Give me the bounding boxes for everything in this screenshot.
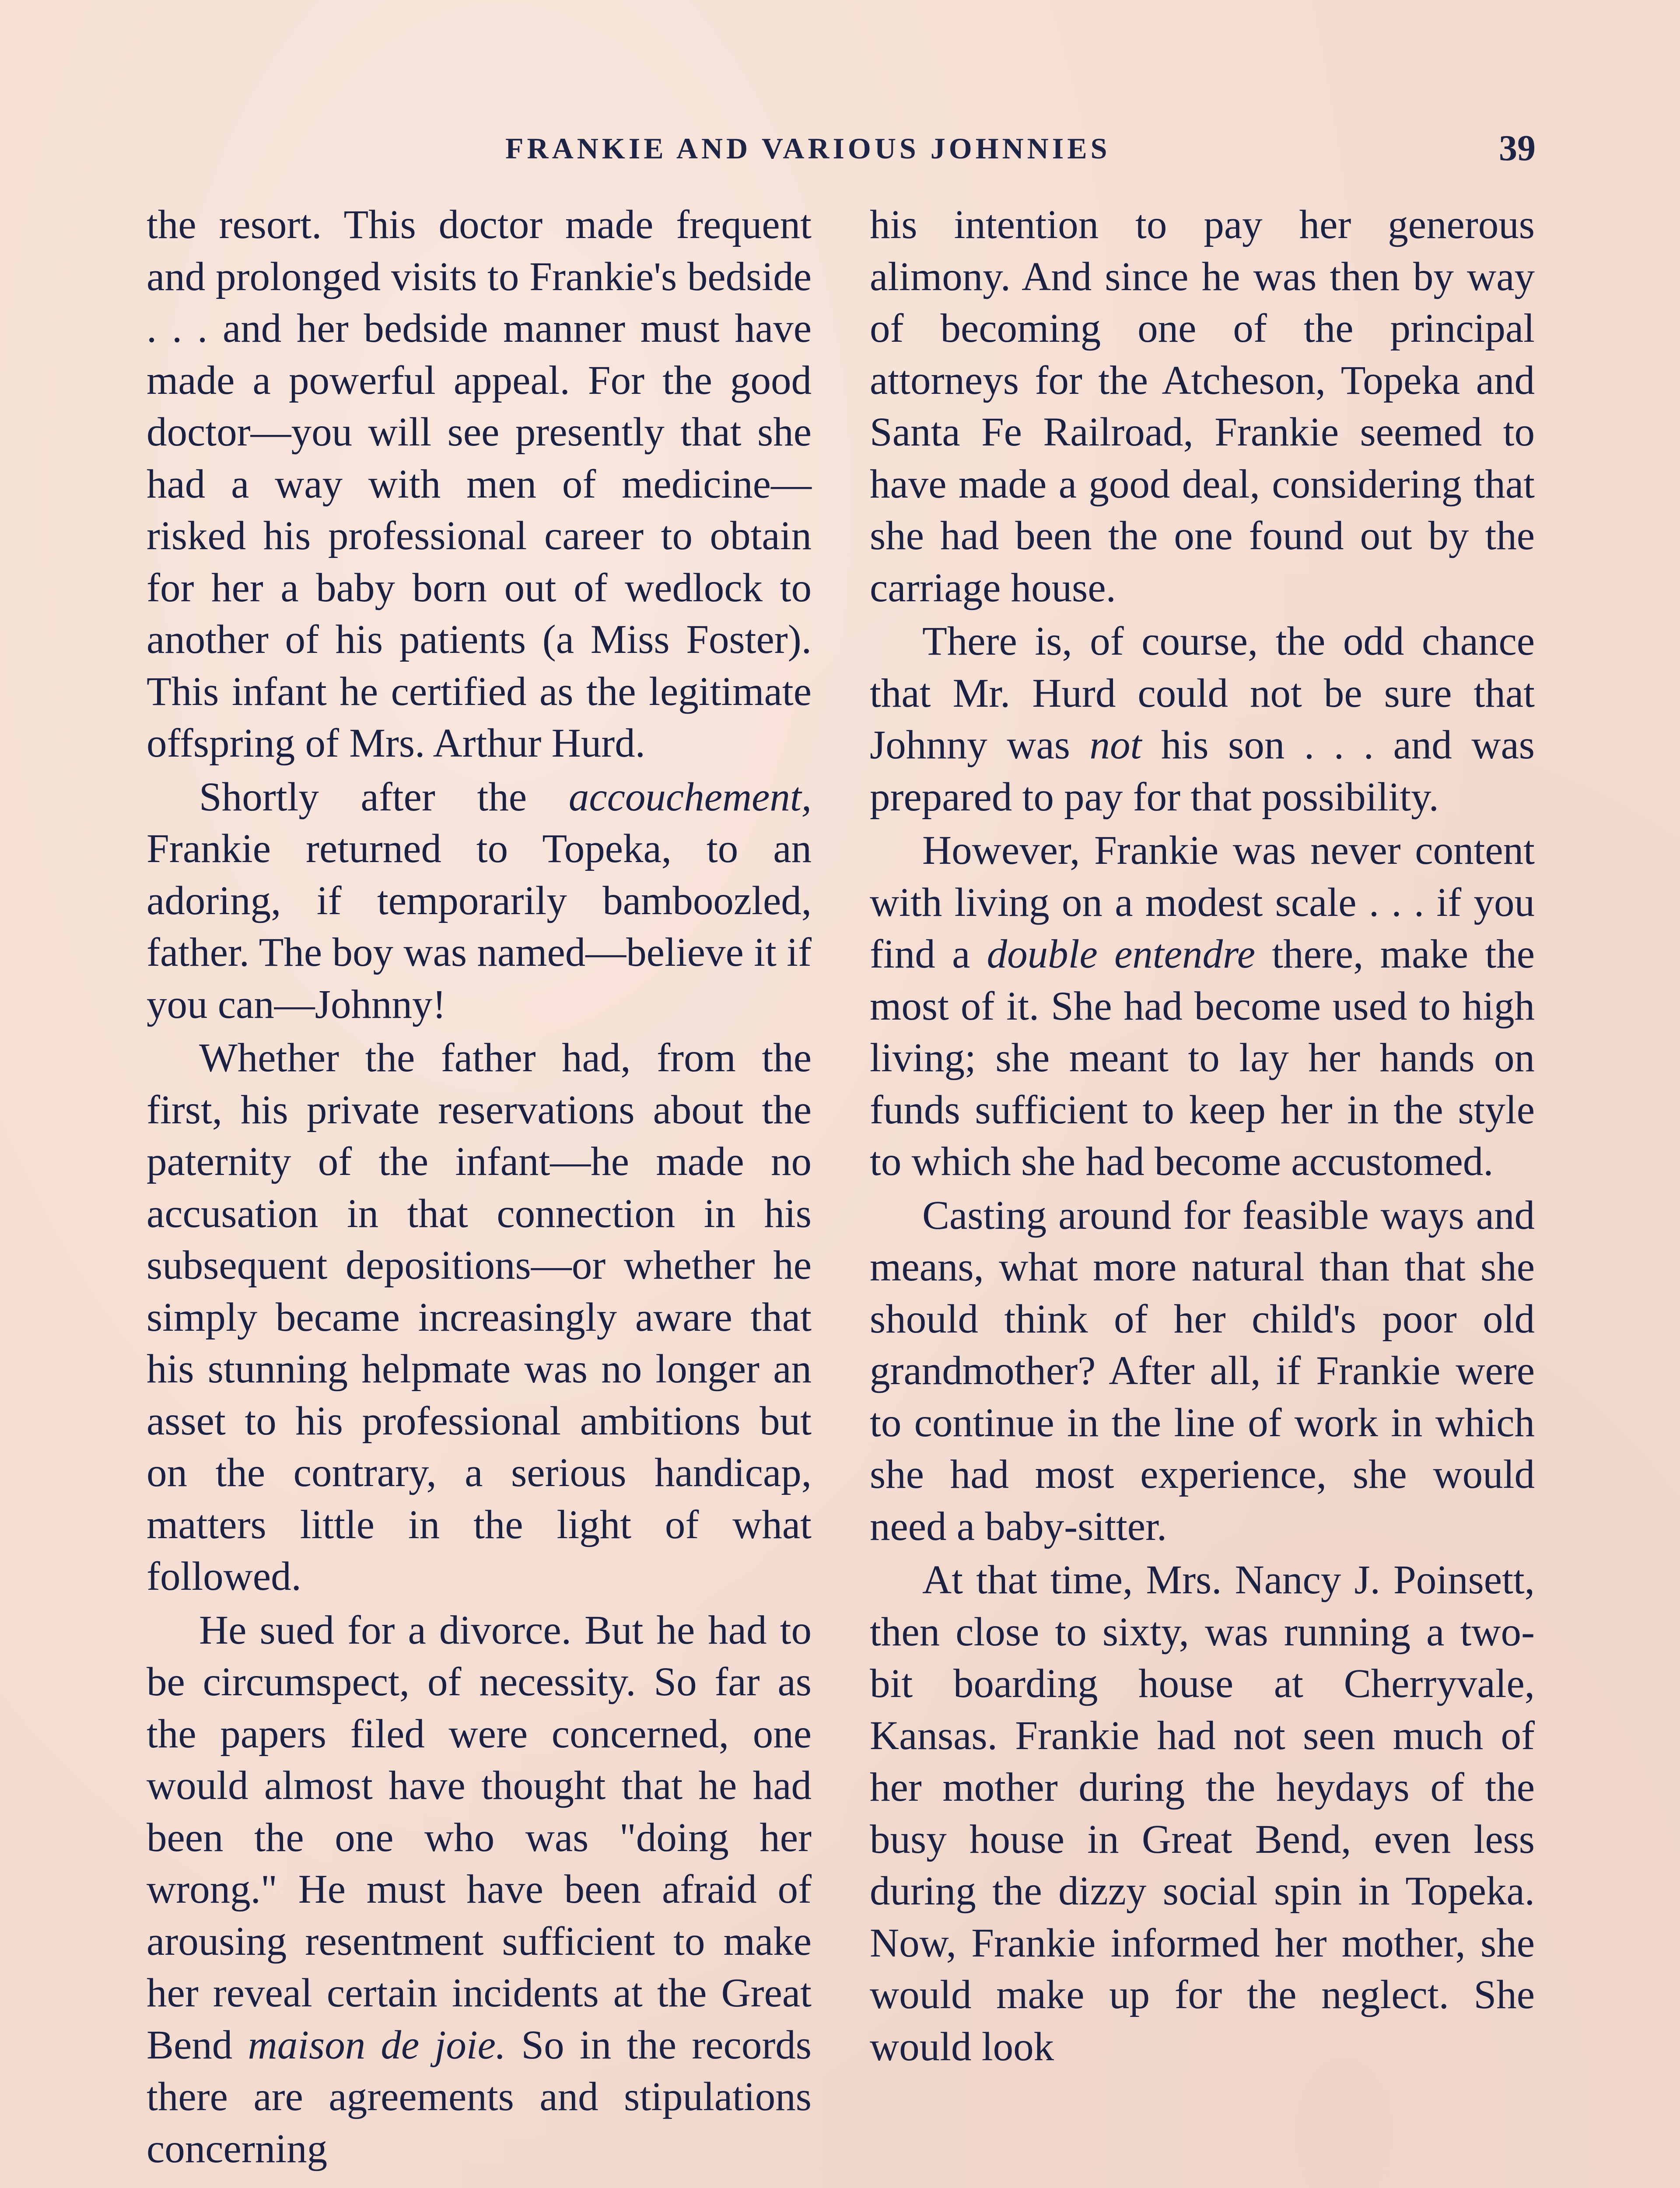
text-run: Frankie returned to Topeka, to an adoring, if temporarily bamboozled, father. The boy was named—believe it if you can—Johnny! xyxy=(147,826,812,1027)
page-number: 39 xyxy=(1499,128,1536,168)
paragraph: his intention to pay her generous alimony. And since he was then by way of becoming one of the principal attorneys for the Atcheson, Topeka and Santa Fe Railroad, Frankie seemed to have made a good deal, considering that she had been the one found out by the carriage house. xyxy=(870,202,1535,610)
paragraph xyxy=(147,771,812,1031)
text-run: Shortly after the xyxy=(199,774,569,820)
text-run: However, Frankie was never content with living on a modest scale . . . if you find a xyxy=(870,828,1535,977)
paragraph xyxy=(870,825,1535,1188)
italic-text: accouchement, xyxy=(568,774,812,820)
italic-text: not xyxy=(1089,722,1142,768)
text-run: his son . . . and was prepared to pay for that possibility. xyxy=(870,722,1535,820)
paragraph: Casting around for feasible ways and means, what more natural than that she should think of her child's poor old grandmother? After all, if Frankie were to continue in the line of work in which she had most experience, she would need a baby-sitter. xyxy=(870,1192,1535,1549)
text-run: There is, of course, the odd chance that Mr. Hurd could not be sure that Johnny was xyxy=(870,619,1535,768)
left-column xyxy=(147,199,812,2175)
italic-text: maison de joie. xyxy=(248,2022,506,2068)
right-column xyxy=(870,199,1535,2073)
italic-text: double entendre xyxy=(987,932,1255,977)
text-run: So in the records there are agreements and stipulations concerning xyxy=(147,2022,812,2171)
text-run: He sued for a divorce. But he had to be circumspect, of necessity. So far as the papers filed were concerned, one would almost have thought that he had been the one who was "doing her wrong." He must have been afraid of arousing resentment sufficient to make her reveal certain incidents at the Great Bend xyxy=(147,1607,812,2068)
paragraph: Whether the father had, from the first, his private reservations about the paternity of the infant—he made no accusation in that connection in his subsequent depositions—or whether he simply became increasingly aware that his stunning helpmate was no longer an asset to his professional ambitions but on the contrary, a serious handicap, matters little in the light of what followed. xyxy=(147,1035,812,1599)
paragraph xyxy=(147,1605,812,2175)
paragraph: At that time, Mrs. Nancy J. Poinsett, then close to sixty, was running a two-bit boarding house at Cherryvale, Kansas. Frankie had not seen much of her mother during the heydays of the busy house in Great Bend, even less during the dizzy social spin in Topeka. Now, Frankie informed her mother, she would make up for the neglect. She would look xyxy=(870,1557,1535,2069)
text-run: there, make the most of it. She had become used to high living; she meant to lay her hands on funds sufficient to keep her in the style to which she had become accustomed. xyxy=(870,932,1535,1184)
paragraph xyxy=(870,616,1535,823)
paragraph: the resort. This doctor made frequent and prolonged visits to Frankie's bedside . . . and her bedside manner must have made a powerful appeal. For the good doctor—you will see presently that she had a way with men of medicine—risked his professional career to obtain for her a baby born out of wedlock to another of his patients (a Miss Foster). This infant he certified as the legitimate offspring of Mrs. Arthur Hurd. xyxy=(147,202,812,766)
running-title: FRANKIE AND VARIOUS JOHNNIES xyxy=(505,132,1111,165)
